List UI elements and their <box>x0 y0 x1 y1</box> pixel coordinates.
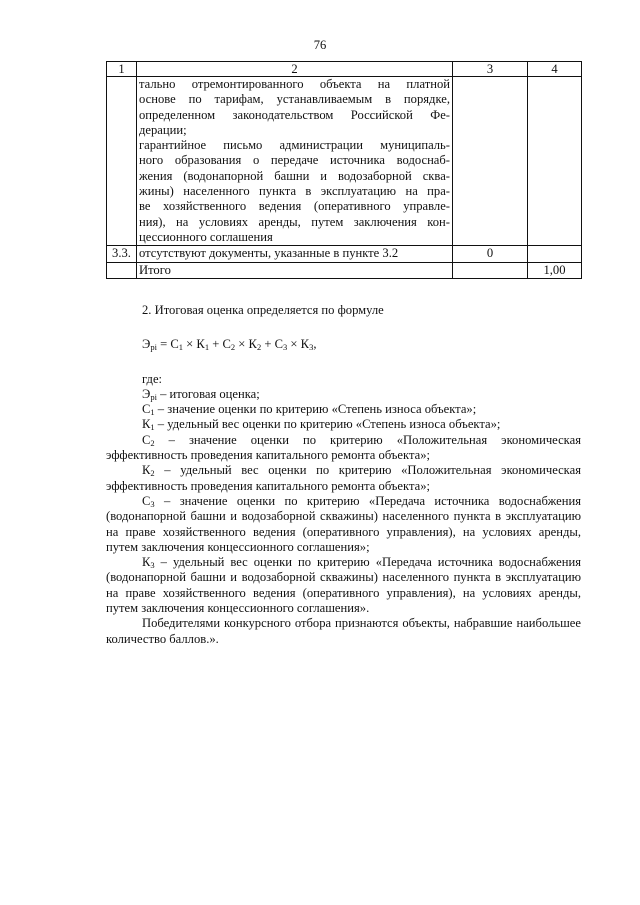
weight-cell <box>528 77 582 246</box>
table-row <box>107 77 582 246</box>
criteria-table <box>106 61 582 279</box>
cell-text-line: гарантийное письмо администрации муниципаль- <box>139 138 450 153</box>
score-cell <box>453 262 528 278</box>
cell-text-line: цессионного соглашения <box>139 229 273 244</box>
table-total-row <box>107 262 582 278</box>
definition-c2: $С_2$ – значение оценки по критерию «Положительная экономическая эффективность проведения капитального ремонта объекта»; <box>106 432 581 463</box>
definition-c3: $С_3$ – значение оценки по критерию «Передача источника водоснабжения (водонапорной башни и водозаборной скважины) населенного пункта в эксплуатацию на праве хозяйственного ведения (оперативного управления), на условиях аренды, путем заключения концессионного соглашения»; <box>106 493 581 554</box>
cell-text-line: дерации; <box>139 122 187 137</box>
table-row <box>107 246 582 262</box>
header-cell: 4 <box>528 62 582 77</box>
header-cell: 1 <box>107 62 137 77</box>
row-number-cell <box>107 77 137 246</box>
score-cell: 0 <box>453 246 528 262</box>
definition-k2: $К_2$ – удельный вес оценки по критерию «Положительная экономическая эффективность проведения капитального ремонта объекта»; <box>106 463 581 493</box>
definition-e: $Э_{pi}$ – итоговая оценка; <box>142 386 260 402</box>
definition-c1: $С_1$ – значение оценки по критерию «Степень износа объекта»; <box>142 402 477 418</box>
definition-k3: $К_3$ – удельный вес оценки по критерию «Передача источника водоснабжения (водонапорной башни и водозаборной скважины) населенного пункта в эксплуатацию на праве хозяйственного ведения (оперативного управления), на условиях аренды, путем заключения концессионного соглашения». <box>106 555 581 616</box>
where-label: где: <box>142 371 163 386</box>
header-cell: 3 <box>453 62 528 77</box>
cell-text-line: жения (водонапорной башни и водозаборной сква- <box>139 168 450 183</box>
total-label-cell: Итого <box>137 262 453 278</box>
formula-intro-paragraph: 2. Итоговая оценка определяется по формуле <box>142 303 384 317</box>
score-cell <box>453 77 528 246</box>
cell-text-line: жины) населенного пункта в эксплуатацию на пра- <box>139 184 450 199</box>
winners-paragraph: Победителями конкурсного отбора признаются объекты, набравшие наибольшее количество баллов.». <box>106 616 581 646</box>
cell-text-line: определенном законодательством Российской Фе- <box>139 107 450 122</box>
cell-text-line: ния), на условиях аренды, путем заключения кон- <box>139 214 450 229</box>
row-number-cell <box>107 262 137 278</box>
cell-text-line: тально отремонтированного объекта на платной <box>139 77 450 91</box>
definition-k1: $К_1$ – удельный вес оценки по критерию «Степень износа объекта»; <box>142 417 501 433</box>
formula: $Э_{pi} = С_1 \times К_1 + С_2 \times К_2 + С_3 \times К_3$, <box>142 337 317 353</box>
header-cell: 2 <box>137 62 453 77</box>
row-number-cell: 3.3. <box>107 246 137 262</box>
table-header-row <box>107 62 582 77</box>
cell-text-line: ве хозяйственного ведения (оперативного управле- <box>139 199 450 214</box>
cell-text-line: ного образования о передаче источника водоснаб- <box>139 153 450 168</box>
cell-text-line: основе по тарифам, устанавливаемым в порядке, <box>139 92 450 107</box>
weight-cell <box>528 246 582 262</box>
total-weight-cell: 1,00 <box>528 262 582 278</box>
criterion-text-cell: отсутствуют документы, указанные в пункте 3.2 <box>137 246 453 262</box>
body-text <box>106 303 581 647</box>
criterion-text-cell <box>137 77 453 246</box>
page-number: 76 <box>313 38 327 52</box>
